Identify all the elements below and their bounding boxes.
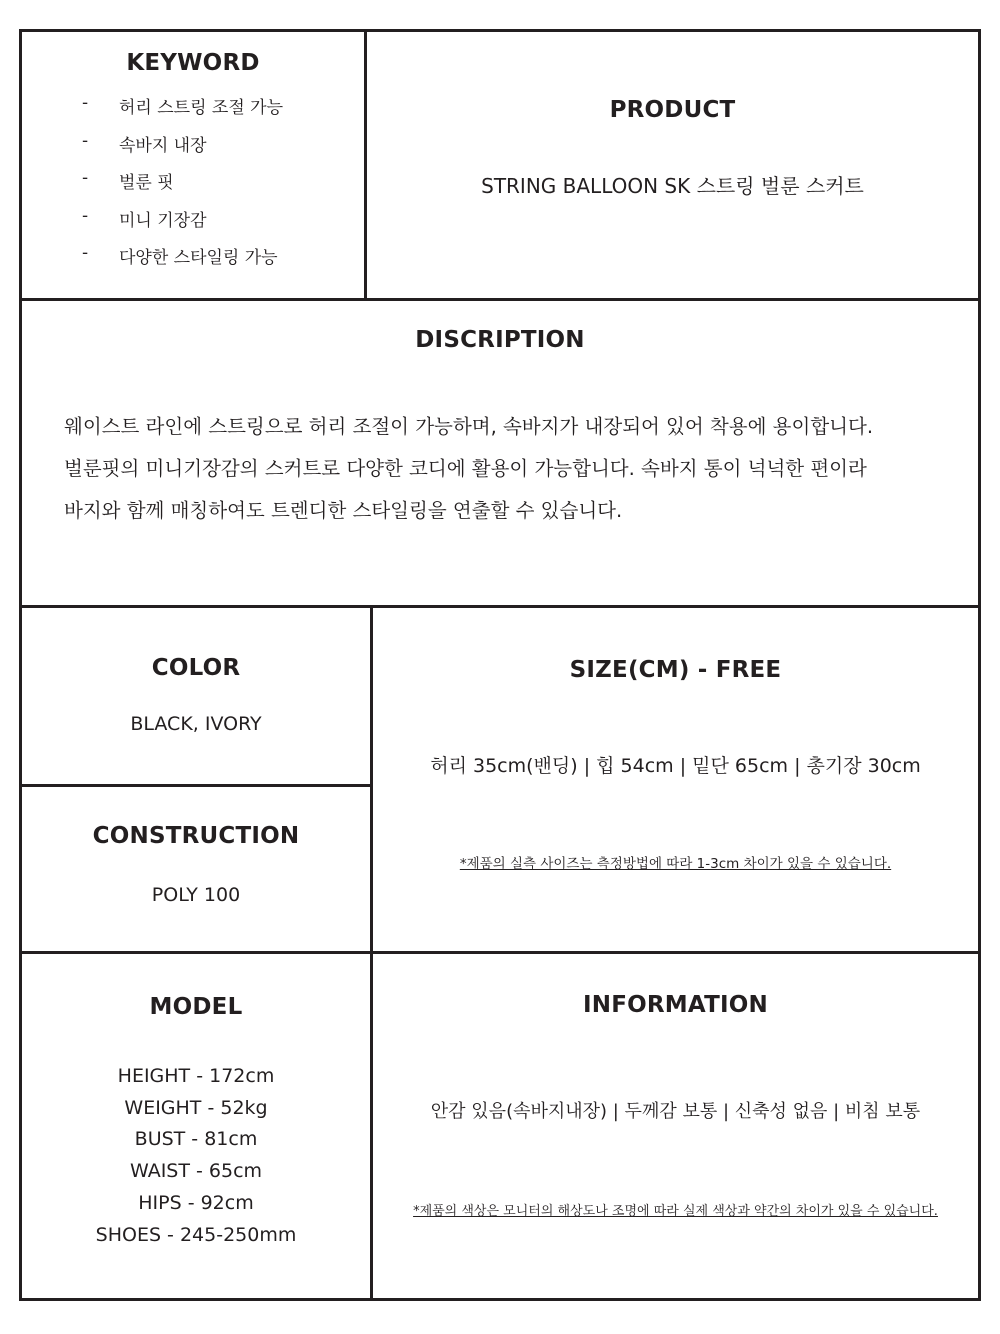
model-section: [22, 954, 370, 1298]
size-section: [373, 608, 978, 951]
model-measurements: HEIGHT - 172cm WEIGHT - 52kg BUST - 81cm WAIST - 65cm HIPS - 92cm SHOES - 245-250mm: [95, 1065, 297, 1246]
description-text: 웨이스트 라인에 스트링으로 허리 조절이 가능하며, 속바지가 내장되어 있어 착용에 용이합니다. 벌룬핏의 미니기장감의 스커트로 다양한 코디에 활용이 가능합니다. 속바지 통이 넉넉한 편이라 바지와 함께 매칭하여도 트렌디한 스타일링을 연출할 수 있습니다.: [64, 415, 874, 522]
model-title: MODEL: [149, 994, 243, 1020]
keyword-list: [82, 93, 283, 281]
description-section: [22, 301, 978, 605]
size-title: SIZE(CM) - FREE: [569, 657, 782, 683]
description-title: DISCRIPTION: [415, 327, 585, 353]
information-note: *제품의 색상은 모니터의 해상도나 조명에 따라 실제 색상과 약간의 차이가 있을 수 있습니다.: [413, 1204, 938, 1219]
construction-section: [22, 787, 370, 951]
information-title: INFORMATION: [583, 992, 768, 1018]
color-value: BLACK, IVORY: [130, 713, 262, 735]
list-item: - 미니 기장감: [82, 205, 207, 231]
keyword-section: [22, 32, 364, 298]
product-info-sheet: [19, 29, 981, 1301]
product-section: [367, 32, 978, 298]
information-value: 안감 있음(속바지내장) | 두께감 보통 | 신축성 없음 | 비침 보통: [430, 1101, 921, 1122]
information-section: [373, 954, 978, 1298]
construction-title: CONSTRUCTION: [92, 823, 300, 849]
list-item: - 다양한 스타일링 가능: [82, 243, 278, 268]
list-item: - 벌룬 핏: [82, 168, 174, 193]
product-name: STRING BALLOON SK 스트링 벌룬 스커트: [481, 174, 864, 198]
list-item: - 속바지 내장: [82, 130, 207, 156]
size-value: 허리 35cm(밴딩) | 힙 54cm | 밑단 65cm | 총기장 30cm: [430, 755, 921, 777]
keyword-title: KEYWORD: [126, 50, 260, 76]
list-item: - 허리 스트링 조절 가능: [82, 93, 284, 118]
color-section: [22, 608, 370, 784]
color-title: COLOR: [151, 655, 241, 681]
product-title: PRODUCT: [609, 97, 736, 123]
size-note: *제품의 실측 사이즈는 측정방법에 따라 1-3cm 차이가 있을 수 있습니다.: [459, 856, 892, 872]
construction-value: POLY 100: [151, 884, 241, 906]
